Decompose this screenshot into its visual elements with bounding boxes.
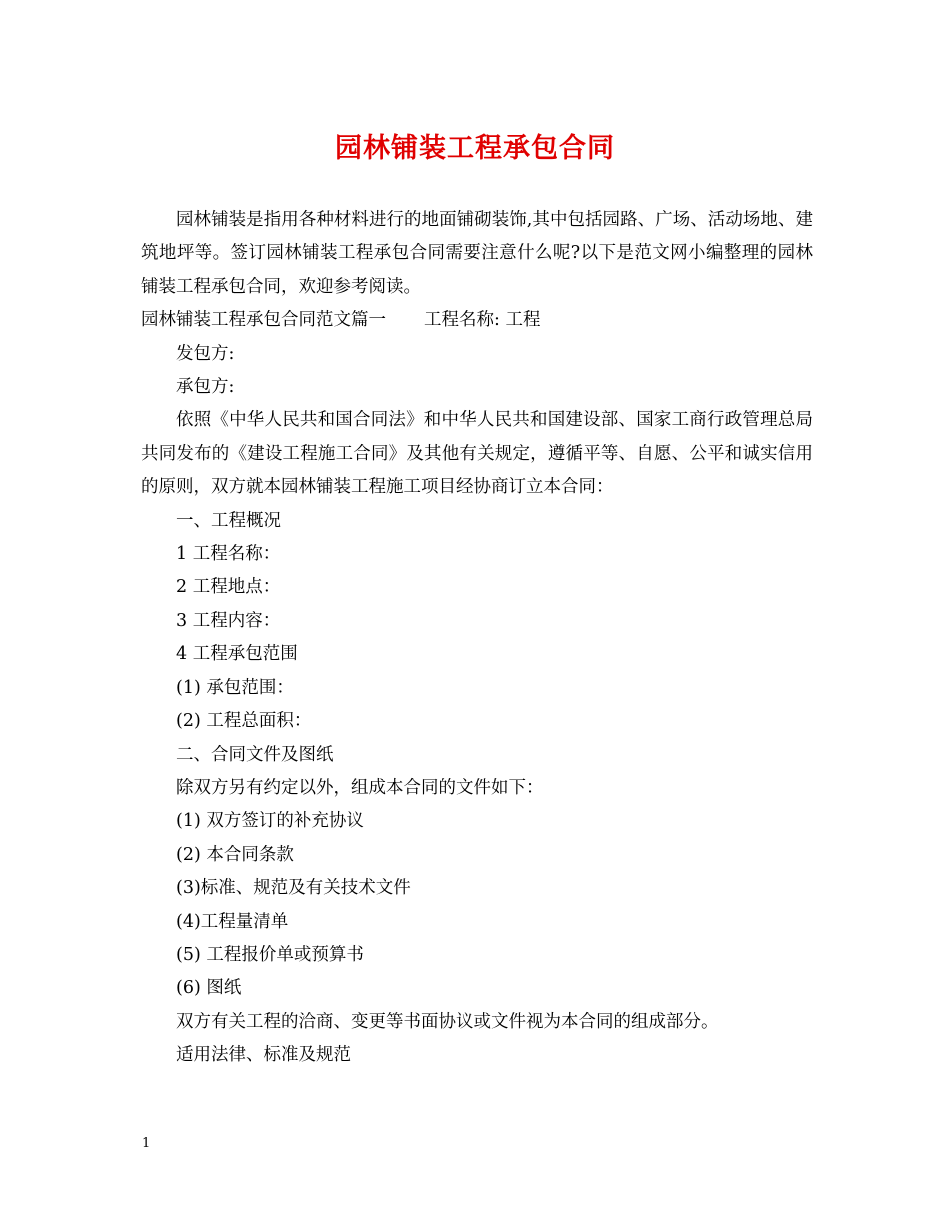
contractor-label: 承包方: — [176, 377, 235, 398]
list-item: 3 工程内容： — [176, 610, 281, 631]
list-item: (2) 工程总面积： — [176, 711, 312, 732]
paragraph-line: 双方有关工程的洽商、变更等书面协议或文件视为本合同的组成部分。 — [176, 1011, 719, 1032]
list-item: 1 工程名称： — [176, 544, 281, 565]
document-title: 园林铺装工程承包合同 — [335, 133, 615, 164]
list-item: 4 工程承包范围 — [176, 644, 298, 665]
document-body — [141, 204, 813, 1073]
list-item: (6) 图纸 — [176, 978, 242, 999]
list-item: (5) 工程报价单或预算书 — [176, 944, 364, 965]
list-item: 2 工程地点： — [176, 577, 281, 598]
page-number: 1 — [142, 1136, 151, 1151]
list-item: (1) 承包范围： — [176, 677, 294, 698]
employer-label: 发包方: — [176, 343, 235, 364]
list-item: (1) 双方签订的补充协议 — [176, 811, 364, 832]
list-item: (4)工程量清单 — [176, 911, 289, 932]
preamble-paragraph: 依照《中华人民共和国合同法》和中华人民共和国建设部、国家工商行政管理总局共同发布的《建设工程施工合同》及其他有关规定，遵循平等、自愿、公平和诚实信用的原则，双方就本园林铺装工程施工项目经协商订立本合同： — [141, 410, 813, 498]
section-heading: 园林铺装工程承包合同范文篇一 — [141, 310, 386, 331]
section-documents-heading: 二、合同文件及图纸 — [176, 744, 334, 765]
list-item: (3)标准、规范及有关技术文件 — [176, 878, 411, 899]
intro-paragraph: 园林铺装是指用各种材料进行的地面铺砌装饰,其中包括园路、广场、活动场地、建筑地坪等。签订园林铺装工程承包合同需要注意什么呢?以下是范文网小编整理的园林铺装工程承包合同，欢迎参考阅读。 — [141, 210, 813, 297]
paragraph-line: 适用法律、标准及规范 — [176, 1045, 351, 1066]
project-name-label: 工程名称: 工程 — [424, 310, 541, 331]
section-overview-heading: 一、工程概况 — [176, 510, 281, 531]
section-heading-line — [141, 304, 813, 337]
list-item: (2) 本合同条款 — [176, 844, 294, 865]
paragraph-line: 除双方另有约定以外，组成本合同的文件如下： — [176, 777, 544, 798]
